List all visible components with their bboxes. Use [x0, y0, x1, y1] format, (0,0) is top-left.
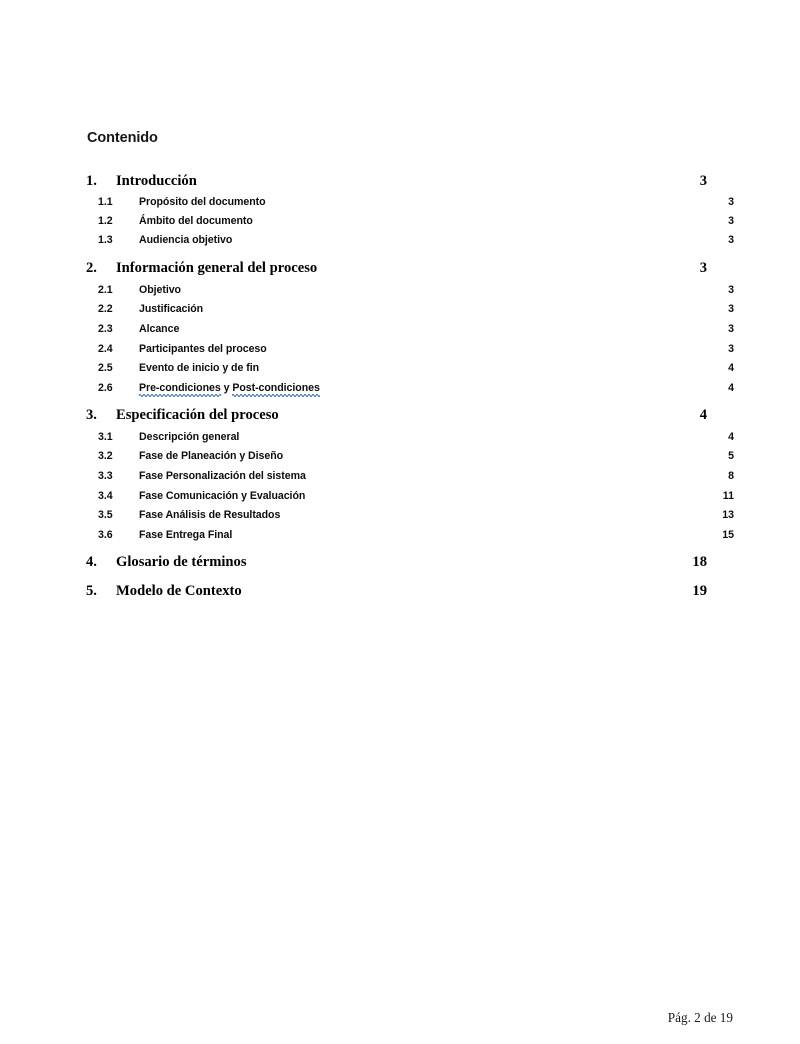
- toc-entry[interactable]: [0, 408, 800, 426]
- toc-entry-number: 3.2: [98, 450, 113, 462]
- toc-entry-number: 2.2: [98, 303, 113, 315]
- toc-entry-number: 2.1: [98, 284, 113, 296]
- toc-entry[interactable]: [0, 431, 800, 449]
- toc-entry-title[interactable]: Especificación del proceso: [116, 407, 279, 423]
- toc-entry-title[interactable]: Ámbito del documento: [139, 215, 253, 227]
- toc-entry-page-number: 3: [699, 173, 707, 189]
- toc-entry[interactable]: [0, 584, 800, 602]
- toc-entry[interactable]: [0, 284, 800, 302]
- toc-entry[interactable]: [0, 261, 800, 279]
- toc-entry-number: 3.1: [98, 431, 113, 443]
- toc-entry-number: 2.3: [98, 323, 113, 335]
- toc-entry-title[interactable]: Participantes del proceso: [139, 343, 267, 355]
- toc-entry-title[interactable]: Propósito del documento: [139, 196, 266, 208]
- toc-entry-page-number: 3: [728, 234, 734, 246]
- toc-entry-number: 2.5: [98, 362, 113, 374]
- toc-entry-title[interactable]: Glosario de términos: [116, 554, 247, 570]
- toc-entry-title[interactable]: Fase Personalización del sistema: [139, 470, 306, 482]
- toc-entry-page-number: 4: [728, 431, 734, 443]
- toc-entry-title[interactable]: Información general del proceso: [116, 260, 318, 276]
- toc-entry-page-number: 19: [692, 583, 707, 599]
- toc-entry[interactable]: [0, 323, 800, 341]
- toc-entry-number: 1.: [86, 173, 97, 189]
- toc-entry[interactable]: [0, 509, 800, 527]
- toc-entry[interactable]: [0, 234, 800, 252]
- toc-entry-title[interactable]: Fase Comunicación y Evaluación: [139, 490, 306, 502]
- toc-entry-title[interactable]: Fase Análisis de Resultados: [139, 509, 281, 521]
- toc-entry-page-number: 4: [728, 362, 734, 374]
- toc-entry-title[interactable]: Alcance: [139, 323, 180, 335]
- toc-entry-title[interactable]: Fase Entrega Final: [139, 529, 233, 541]
- toc-entry[interactable]: [0, 362, 800, 380]
- toc-entry-title[interactable]: Modelo de Contexto: [116, 583, 242, 599]
- toc-entry-number: 3.3: [98, 470, 113, 482]
- toc-entry-page-number: 13: [722, 509, 734, 521]
- toc-entry-page-number: 3: [728, 303, 734, 315]
- toc-entry[interactable]: [0, 196, 800, 214]
- toc-entry-number: 1.2: [98, 215, 113, 227]
- toc-entry-number: 1.3: [98, 234, 113, 246]
- toc-entry[interactable]: [0, 174, 800, 192]
- toc-entry-title[interactable]: Fase de Planeación y Diseño: [139, 450, 284, 462]
- toc-entry-page-number: 11: [722, 490, 734, 502]
- toc-entry-title[interactable]: Evento de inicio y de fin: [139, 362, 260, 374]
- toc-entry[interactable]: [0, 215, 800, 233]
- toc-entry-page-number: 3: [728, 284, 734, 296]
- toc-entry[interactable]: [0, 343, 800, 361]
- toc-entry-page-number: 3: [728, 343, 734, 355]
- toc-entry-number: 3.: [86, 407, 97, 423]
- toc-entry-number: 1.1: [98, 196, 113, 208]
- toc-entry-number: 4.: [86, 554, 97, 570]
- page-title: Contenido: [87, 129, 158, 146]
- toc-entry-page-number: 3: [728, 323, 734, 335]
- toc-entry-page-number: 5: [728, 450, 734, 462]
- toc-entry-number: 3.4: [98, 490, 113, 502]
- toc-entry-page-number: 8: [728, 470, 734, 482]
- toc-entry-page-number: 3: [728, 215, 734, 227]
- toc-entry-title[interactable]: Objetivo: [139, 284, 181, 296]
- toc-entry[interactable]: [0, 490, 800, 508]
- spellcheck-flagged-word: Post-condiciones: [232, 382, 320, 394]
- toc-entry[interactable]: [0, 470, 800, 488]
- toc-entry-page-number: 15: [722, 529, 734, 541]
- toc-entry-number: 2.6: [98, 382, 113, 394]
- toc-entry-page-number: 3: [728, 196, 734, 208]
- toc-entry-number: 3.5: [98, 509, 113, 521]
- toc-entry-page-number: 4: [699, 407, 707, 423]
- toc-entry-page-number: 4: [728, 382, 734, 394]
- page-footer: Pág. 2 de 19: [667, 1010, 733, 1025]
- toc-entry[interactable]: [0, 382, 800, 400]
- toc-entry[interactable]: [0, 303, 800, 321]
- toc-entry-title[interactable]: Justificación: [139, 303, 204, 315]
- spellcheck-flagged-word: Pre-condiciones: [139, 382, 221, 394]
- toc-entry-number: 2.: [86, 260, 97, 276]
- toc-entry-title[interactable]: Descripción general: [139, 431, 240, 443]
- toc-entry[interactable]: [0, 450, 800, 468]
- toc-entry[interactable]: [0, 529, 800, 547]
- toc-entry-page-number: 3: [699, 260, 707, 276]
- toc-entry-number: 3.6: [98, 529, 113, 541]
- toc-entry-number: 2.4: [98, 343, 113, 355]
- toc-entry-title[interactable]: Pre-condiciones y Post-condiciones: [139, 382, 320, 394]
- toc-entry-title[interactable]: Audiencia objetivo: [139, 234, 233, 246]
- toc-entry-page-number: 18: [692, 554, 707, 570]
- toc-entry-title[interactable]: Introducción: [116, 173, 197, 189]
- toc-entry-number: 5.: [86, 583, 97, 599]
- toc-entry[interactable]: [0, 555, 800, 573]
